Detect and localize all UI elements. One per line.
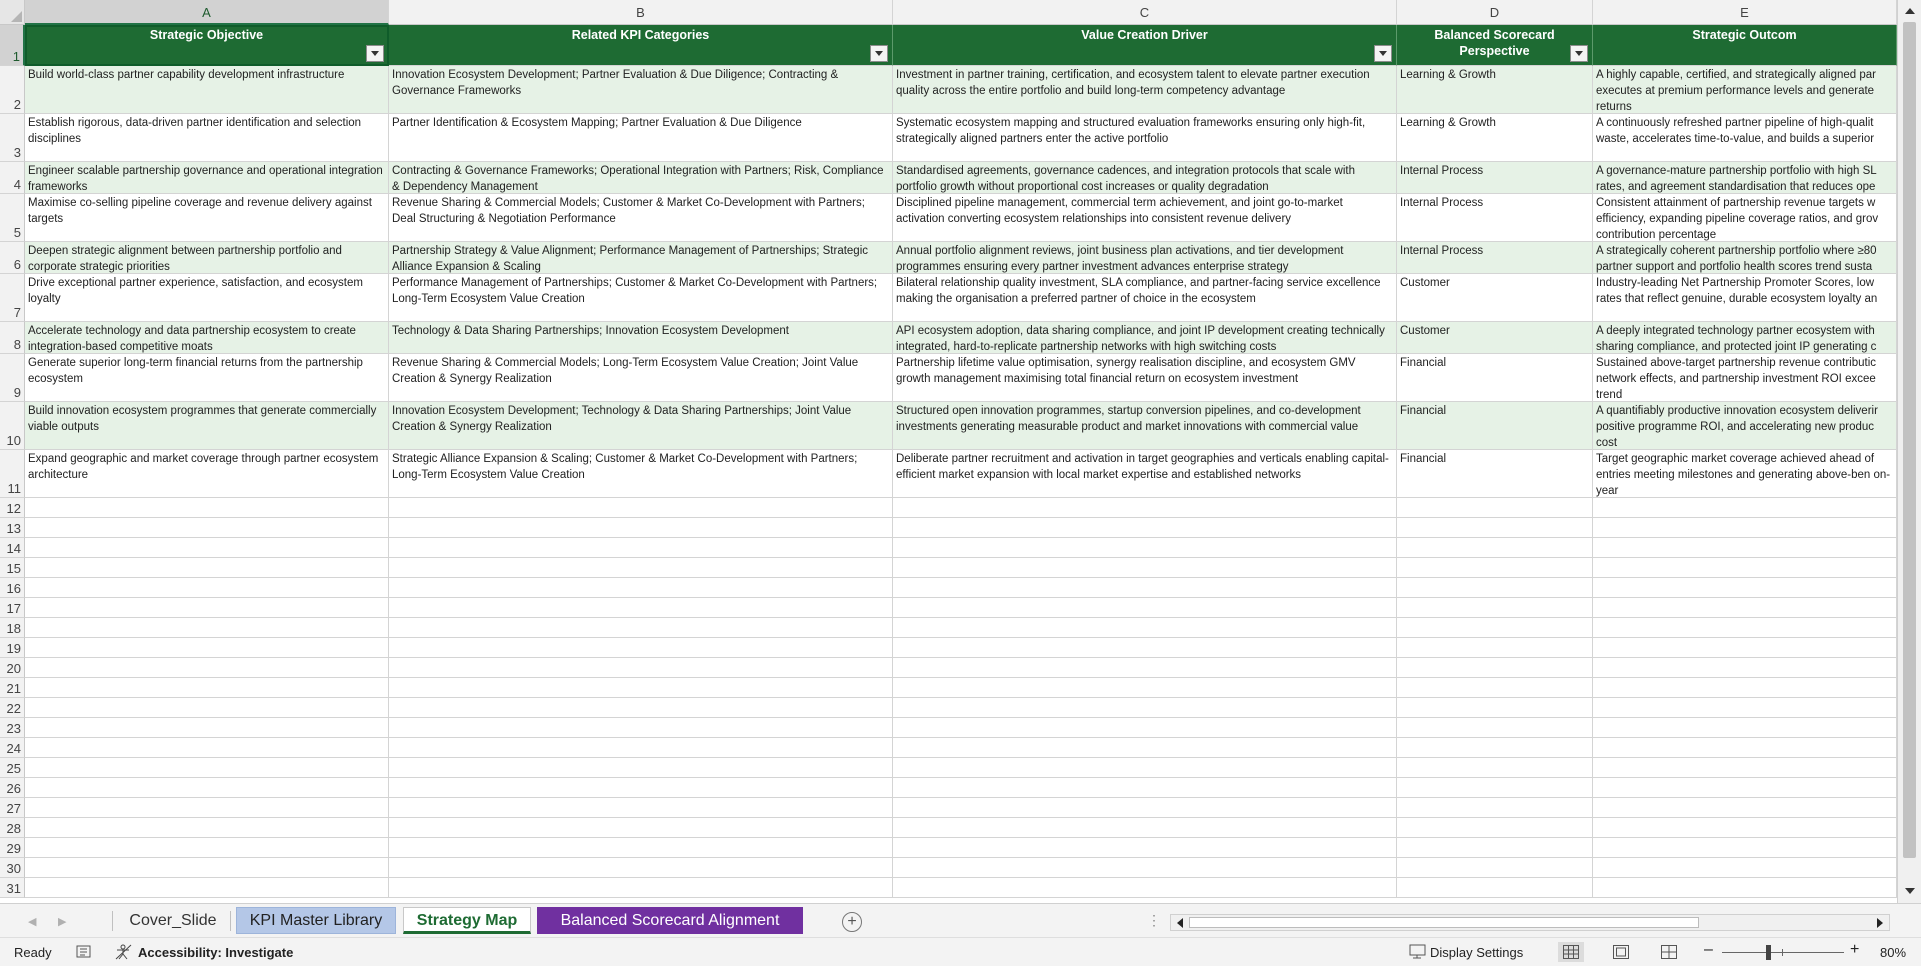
empty-cell[interactable] — [389, 858, 893, 878]
empty-cell[interactable] — [1397, 598, 1593, 618]
row-header-5[interactable]: 5 — [0, 194, 25, 242]
normal-view-icon[interactable] — [1558, 942, 1584, 962]
column-header-b[interactable]: B — [389, 0, 893, 25]
empty-cell[interactable] — [25, 758, 389, 778]
page-layout-icon[interactable] — [1608, 942, 1634, 962]
filter-dropdown-icon[interactable] — [366, 45, 384, 62]
empty-cell[interactable] — [1593, 658, 1897, 678]
row-header-4[interactable]: 4 — [0, 162, 25, 194]
empty-cell[interactable] — [1593, 858, 1897, 878]
row-header-16[interactable]: 16 — [0, 578, 25, 598]
filter-dropdown-icon[interactable] — [1570, 45, 1588, 62]
empty-cell[interactable] — [1593, 638, 1897, 658]
empty-cell[interactable] — [389, 738, 893, 758]
empty-cell[interactable] — [389, 798, 893, 818]
cell-e9[interactable]: Sustained above-target partnership revenue contributic network effects, and partnership investment ROI excee trend — [1593, 354, 1897, 402]
empty-cell[interactable] — [1593, 618, 1897, 638]
empty-cell[interactable] — [893, 718, 1397, 738]
empty-cell[interactable] — [893, 838, 1397, 858]
empty-cell[interactable] — [893, 638, 1397, 658]
header-cell-d[interactable] — [1397, 25, 1593, 66]
empty-cell[interactable] — [1593, 558, 1897, 578]
empty-cell[interactable] — [389, 758, 893, 778]
cell-d3[interactable]: Learning & Growth — [1397, 114, 1593, 162]
cell-a10[interactable]: Build innovation ecosystem programmes that generate commercially viable outputs — [25, 402, 389, 450]
vertical-scroll-thumb[interactable] — [1903, 22, 1916, 858]
cell-e8[interactable]: A deeply integrated technology partner ecosystem with sharing compliance, and protected joint IP generating c — [1593, 322, 1897, 354]
vertical-scrollbar[interactable] — [1897, 0, 1921, 903]
header-cell-text: Strategic Outcom — [1692, 28, 1797, 42]
cell-a11[interactable]: Expand geographic and market coverage through partner ecosystem architecture — [25, 450, 389, 498]
cell-c10[interactable]: Structured open innovation programmes, startup conversion pipelines, and co-development investments generating measurable product and market innovations with commercial value — [893, 402, 1397, 450]
empty-cell[interactable] — [1397, 778, 1593, 798]
empty-cell[interactable] — [1593, 498, 1897, 518]
empty-cell[interactable] — [25, 518, 389, 538]
cell-b9[interactable]: Revenue Sharing & Commercial Models; Long-Term Ecosystem Value Creation; Joint Value Creation & Synergy Realization — [389, 354, 893, 402]
column-header-c[interactable]: C — [893, 0, 1397, 25]
cell-b2[interactable]: Innovation Ecosystem Development; Partner Evaluation & Due Diligence; Contracting & Governance Frameworks — [389, 66, 893, 114]
tab-separator — [112, 911, 113, 931]
cell-e6[interactable]: A strategically coherent partnership portfolio where ≥80 partner support and portfolio health scores trend susta — [1593, 242, 1897, 274]
page-break-icon[interactable] — [1656, 942, 1682, 962]
cell-b6[interactable]: Partnership Strategy & Value Alignment; Performance Management of Partnerships; Strategic Alliance Expansion & Scaling — [389, 242, 893, 274]
cell-d2[interactable]: Learning & Growth — [1397, 66, 1593, 114]
empty-cell[interactable] — [1397, 558, 1593, 578]
empty-cell[interactable] — [25, 658, 389, 678]
empty-cell[interactable] — [893, 578, 1397, 598]
row-header-12[interactable]: 12 — [0, 498, 25, 518]
cell-d10[interactable]: Financial — [1397, 402, 1593, 450]
empty-cell[interactable] — [1593, 838, 1897, 858]
row-header-14[interactable]: 14 — [0, 538, 25, 558]
empty-cell[interactable] — [893, 558, 1397, 578]
scroll-up-arrow[interactable] — [1898, 2, 1921, 20]
row-header-26[interactable]: 26 — [0, 778, 25, 798]
empty-cell[interactable] — [1593, 678, 1897, 698]
cell-d5[interactable]: Internal Process — [1397, 194, 1593, 242]
cell-a9[interactable]: Generate superior long-term financial returns from the partnership ecosystem — [25, 354, 389, 402]
empty-cell[interactable] — [25, 738, 389, 758]
cell-c5[interactable]: Disciplined pipeline management, commercial term achievement, and joint go-to-market activation converting ecosystem relationships into consistent revenue delivery — [893, 194, 1397, 242]
ready-status: Ready — [14, 945, 52, 960]
empty-cell[interactable] — [1397, 658, 1593, 678]
empty-cell[interactable] — [25, 678, 389, 698]
empty-cell[interactable] — [1397, 538, 1593, 558]
empty-cell[interactable] — [1593, 718, 1897, 738]
filter-dropdown-icon[interactable] — [870, 45, 888, 62]
empty-cell[interactable] — [1593, 538, 1897, 558]
cell-a3[interactable]: Establish rigorous, data-driven partner identification and selection disciplines — [25, 114, 389, 162]
cell-a5[interactable]: Maximise co-selling pipeline coverage and revenue delivery against targets — [25, 194, 389, 242]
empty-cell[interactable] — [1593, 798, 1897, 818]
empty-cell[interactable] — [25, 618, 389, 638]
cell-e10[interactable]: A quantifiably productive innovation ecosystem deliverir positive programme ROI, and accelerating new produc cost — [1593, 402, 1897, 450]
empty-cell[interactable] — [25, 498, 389, 518]
empty-cell[interactable] — [25, 558, 389, 578]
row-header-3[interactable]: 3 — [0, 114, 25, 162]
accessibility-icon[interactable] — [115, 944, 133, 963]
empty-cell[interactable] — [1397, 758, 1593, 778]
empty-cell[interactable] — [893, 878, 1397, 898]
row-header-18[interactable]: 18 — [0, 618, 25, 638]
sheet-tab-bar — [0, 903, 1921, 937]
sheet-tab-balanced-scorecard-alignment[interactable]: Balanced Scorecard Alignment — [537, 907, 803, 934]
tab-separator — [230, 911, 231, 931]
scroll-tabs-right-icon[interactable]: ▶ — [58, 916, 67, 928]
row-header-22[interactable]: 22 — [0, 698, 25, 718]
empty-cell[interactable] — [893, 598, 1397, 618]
cell-b5[interactable]: Revenue Sharing & Commercial Models; Customer & Market Co-Development with Partners; Deal Structuring & Negotiation Performance — [389, 194, 893, 242]
empty-cell[interactable] — [1593, 758, 1897, 778]
sheet-tab-cover-slide[interactable]: Cover_Slide — [129, 912, 217, 929]
header-cell-b[interactable] — [389, 25, 893, 66]
sheet-tab-kpi-master-library[interactable]: KPI Master Library — [236, 907, 396, 934]
empty-cell[interactable] — [893, 858, 1397, 878]
cell-e2[interactable]: A highly capable, certified, and strategically aligned par executes at premium performance levels and generate returns — [1593, 66, 1897, 114]
header-cell-text: Strategic Objective — [149, 28, 264, 42]
row-header-24[interactable]: 24 — [0, 738, 25, 758]
empty-cell[interactable] — [389, 818, 893, 838]
empty-cell[interactable] — [893, 658, 1397, 678]
cell-c11[interactable]: Deliberate partner recruitment and activation in target geographies and verticals enabling capital-efficient market expansion with local market expertise and established networks — [893, 450, 1397, 498]
row-header-23[interactable]: 23 — [0, 718, 25, 738]
zoom-100-tick — [1782, 949, 1783, 956]
row-header-19[interactable]: 19 — [0, 638, 25, 658]
header-cell-e[interactable] — [1593, 25, 1897, 66]
empty-cell[interactable] — [389, 518, 893, 538]
empty-cell[interactable] — [389, 778, 893, 798]
empty-cell[interactable] — [1593, 778, 1897, 798]
macro-recording-icon[interactable] — [76, 944, 92, 962]
cell-e3[interactable]: A continuously refreshed partner pipeline of high-qualit waste, accelerates time-to-value, and builds a superior — [1593, 114, 1897, 162]
cell-a8[interactable]: Accelerate technology and data partnership ecosystem to create integration-based competitive moats — [25, 322, 389, 354]
empty-cell[interactable] — [893, 698, 1397, 718]
zoom-slider-thumb[interactable] — [1766, 945, 1771, 960]
cell-b11[interactable]: Strategic Alliance Expansion & Scaling; Customer & Market Co-Development with Partners; Long-Term Ecosystem Value Creation — [389, 450, 893, 498]
empty-cell[interactable] — [893, 798, 1397, 818]
status-bar — [0, 937, 1921, 966]
cell-b7[interactable]: Performance Management of Partnerships; Customer & Market Co-Development with Partners; Long-Term Ecosystem Value Creation — [389, 274, 893, 322]
empty-cell[interactable] — [893, 778, 1397, 798]
row-header-2[interactable]: 2 — [0, 66, 25, 114]
row-header-27[interactable]: 27 — [0, 798, 25, 818]
empty-cell[interactable] — [1397, 818, 1593, 838]
empty-cell[interactable] — [1397, 838, 1593, 858]
cell-d8[interactable]: Customer — [1397, 322, 1593, 354]
empty-cell[interactable] — [389, 658, 893, 678]
row-header-28[interactable]: 28 — [0, 818, 25, 838]
horizontal-scroll-thumb[interactable] — [1189, 917, 1699, 928]
empty-cell[interactable] — [893, 678, 1397, 698]
header-cell-a[interactable] — [25, 25, 389, 66]
empty-cell[interactable] — [25, 778, 389, 798]
row-header-30[interactable]: 30 — [0, 858, 25, 878]
row-header-31[interactable]: 31 — [0, 878, 25, 898]
scroll-left-arrow[interactable] — [1172, 915, 1188, 930]
row-header-20[interactable]: 20 — [0, 658, 25, 678]
scroll-tabs-left-icon[interactable]: ◀ — [28, 916, 37, 928]
empty-cell[interactable] — [389, 838, 893, 858]
cell-a4[interactable]: Engineer scalable partnership governance and operational integration frameworks — [25, 162, 389, 194]
display-settings-label[interactable]: Display Settings — [1430, 945, 1524, 960]
empty-cell[interactable] — [1397, 618, 1593, 638]
cell-e5[interactable]: Consistent attainment of partnership revenue targets w efficiency, expanding pipeline coverage ratios, and grov contribution percentage — [1593, 194, 1897, 242]
empty-cell[interactable] — [1397, 798, 1593, 818]
row-header-15[interactable]: 15 — [0, 558, 25, 578]
empty-cell[interactable] — [25, 638, 389, 658]
empty-cell[interactable] — [1397, 738, 1593, 758]
empty-cell[interactable] — [1397, 498, 1593, 518]
empty-cell[interactable] — [1593, 598, 1897, 618]
empty-cell[interactable] — [1397, 878, 1593, 898]
select-all-corner[interactable] — [0, 0, 25, 25]
row-header-1[interactable]: 1 — [0, 25, 25, 66]
cell-b10[interactable]: Innovation Ecosystem Development; Technology & Data Sharing Partnerships; Joint Value Creation & Synergy Realization — [389, 402, 893, 450]
tab-split-handle-icon[interactable]: ⋮ — [1147, 912, 1160, 928]
filter-dropdown-icon[interactable] — [1374, 45, 1392, 62]
header-cell-text: Balanced Scorecard Perspective — [1434, 28, 1555, 58]
empty-cell[interactable] — [893, 758, 1397, 778]
empty-cell[interactable] — [25, 878, 389, 898]
row-header-29[interactable]: 29 — [0, 838, 25, 858]
scroll-down-arrow[interactable] — [1898, 882, 1921, 900]
empty-cell[interactable] — [893, 518, 1397, 538]
empty-cell[interactable] — [389, 718, 893, 738]
cell-d4[interactable]: Internal Process — [1397, 162, 1593, 194]
row-header-17[interactable]: 17 — [0, 598, 25, 618]
cell-a7[interactable]: Drive exceptional partner experience, satisfaction, and ecosystem loyalty — [25, 274, 389, 322]
empty-cell[interactable] — [25, 698, 389, 718]
empty-cell[interactable] — [25, 818, 389, 838]
empty-cell[interactable] — [1593, 518, 1897, 538]
cell-e7[interactable]: Industry-leading Net Partnership Promoter Scores, low rates that reflect genuine, durable ecosystem loyalty an — [1593, 274, 1897, 322]
row-header-25[interactable]: 25 — [0, 758, 25, 778]
cell-c3[interactable]: Systematic ecosystem mapping and structured evaluation frameworks ensuring only high-fit, strategically aligned partners enter the active portfolio — [893, 114, 1397, 162]
horizontal-scrollbar[interactable] — [1170, 914, 1890, 931]
zoom-out-icon[interactable]: – — [1704, 941, 1713, 958]
header-cell-text: Related KPI Categories — [571, 28, 710, 42]
cell-d11[interactable]: Financial — [1397, 450, 1593, 498]
empty-cell[interactable] — [25, 538, 389, 558]
cell-b3[interactable]: Partner Identification & Ecosystem Mapping; Partner Evaluation & Due Diligence — [389, 114, 893, 162]
empty-cell[interactable] — [389, 558, 893, 578]
cell-d7[interactable]: Customer — [1397, 274, 1593, 322]
empty-cell[interactable] — [1397, 578, 1593, 598]
header-cell-text: Value Creation Driver — [1081, 28, 1208, 42]
cell-c6[interactable]: Annual portfolio alignment reviews, joint business plan activations, and tier development programmes ensuring every partner investment advances enterprise strategy — [893, 242, 1397, 274]
row-header-13[interactable]: 13 — [0, 518, 25, 538]
empty-cell[interactable] — [1593, 698, 1897, 718]
row-header-8[interactable]: 8 — [0, 322, 25, 354]
accessibility-status[interactable]: Accessibility: Investigate — [138, 945, 294, 960]
empty-cell[interactable] — [1593, 878, 1897, 898]
empty-cell[interactable] — [389, 538, 893, 558]
empty-cell[interactable] — [25, 838, 389, 858]
empty-cell[interactable] — [893, 618, 1397, 638]
empty-cell[interactable] — [1593, 738, 1897, 758]
cell-c9[interactable]: Partnership lifetime value optimisation, synergy realisation discipline, and ecosystem GMV growth management maximising total financial return on ecosystem investment — [893, 354, 1397, 402]
empty-cell[interactable] — [1397, 698, 1593, 718]
sheet-tab-strategy-map[interactable]: Strategy Map — [403, 907, 531, 934]
row-header-7[interactable]: 7 — [0, 274, 25, 322]
empty-cell[interactable] — [893, 818, 1397, 838]
empty-cell[interactable] — [389, 678, 893, 698]
row-header-9[interactable]: 9 — [0, 354, 25, 402]
scroll-right-arrow[interactable] — [1872, 915, 1888, 930]
empty-cell[interactable] — [389, 598, 893, 618]
add-sheet-icon[interactable]: + — [842, 912, 862, 932]
cell-e4[interactable]: A governance-mature partnership portfolio with high SL rates, and agreement standardisation that reduces ope — [1593, 162, 1897, 194]
empty-cell[interactable] — [1593, 578, 1897, 598]
row-header-10[interactable]: 10 — [0, 402, 25, 450]
header-cell-c[interactable] — [893, 25, 1397, 66]
empty-cell[interactable] — [389, 578, 893, 598]
cell-c7[interactable]: Bilateral relationship quality investment, SLA compliance, and partner-facing service excellence making the organisation a preferred partner of choice in the ecosystem — [893, 274, 1397, 322]
column-header-d[interactable]: D — [1397, 0, 1593, 25]
empty-cell[interactable] — [893, 738, 1397, 758]
cell-b8[interactable]: Technology & Data Sharing Partnerships; Innovation Ecosystem Development — [389, 322, 893, 354]
empty-cell[interactable] — [1397, 518, 1593, 538]
empty-cell[interactable] — [389, 698, 893, 718]
empty-cell[interactable] — [893, 538, 1397, 558]
empty-cell[interactable] — [25, 858, 389, 878]
zoom-slider-track[interactable] — [1722, 952, 1844, 953]
cell-d9[interactable]: Financial — [1397, 354, 1593, 402]
cell-d6[interactable]: Internal Process — [1397, 242, 1593, 274]
cell-c8[interactable]: API ecosystem adoption, data sharing compliance, and joint IP development creating technically integrated, hard-to-replicate partnership networks with high switching costs — [893, 322, 1397, 354]
cell-b4[interactable]: Contracting & Governance Frameworks; Operational Integration with Partners; Risk, Compliance & Dependency Management — [389, 162, 893, 194]
empty-cell[interactable] — [893, 498, 1397, 518]
column-header-a[interactable]: A — [25, 0, 389, 25]
empty-cell[interactable] — [1397, 858, 1593, 878]
zoom-in-icon[interactable]: + — [1850, 941, 1860, 958]
empty-cell[interactable] — [389, 638, 893, 658]
cell-a6[interactable]: Deepen strategic alignment between partnership portfolio and corporate strategic priorities — [25, 242, 389, 274]
cell-a2[interactable]: Build world-class partner capability development infrastructure — [25, 66, 389, 114]
empty-cell[interactable] — [1397, 678, 1593, 698]
empty-cell[interactable] — [1593, 818, 1897, 838]
cell-c2[interactable]: Investment in partner training, certification, and ecosystem talent to elevate partner execution quality across the entire portfolio and build long-term competency advantage — [893, 66, 1397, 114]
empty-cell[interactable] — [389, 618, 893, 638]
row-header-6[interactable]: 6 — [0, 242, 25, 274]
zoom-level[interactable]: 80% — [1880, 945, 1907, 960]
row-header-11[interactable]: 11 — [0, 450, 25, 498]
empty-cell[interactable] — [25, 598, 389, 618]
empty-cell[interactable] — [1397, 638, 1593, 658]
empty-cell[interactable] — [389, 878, 893, 898]
cell-c4[interactable]: Standardised agreements, governance cadences, and integration protocols that scale with portfolio growth without proportional cost increases or quality degradation — [893, 162, 1397, 194]
empty-cell[interactable] — [1397, 718, 1593, 738]
empty-cell[interactable] — [25, 578, 389, 598]
cell-e11[interactable]: Target geographic market coverage achieved ahead of entries meeting milestones and generating above-ben on-year — [1593, 450, 1897, 498]
empty-cell[interactable] — [389, 498, 893, 518]
column-header-e[interactable]: E — [1593, 0, 1897, 25]
empty-cell[interactable] — [25, 718, 389, 738]
row-header-21[interactable]: 21 — [0, 678, 25, 698]
display-settings-icon[interactable] — [1409, 944, 1427, 962]
empty-cell[interactable] — [25, 798, 389, 818]
